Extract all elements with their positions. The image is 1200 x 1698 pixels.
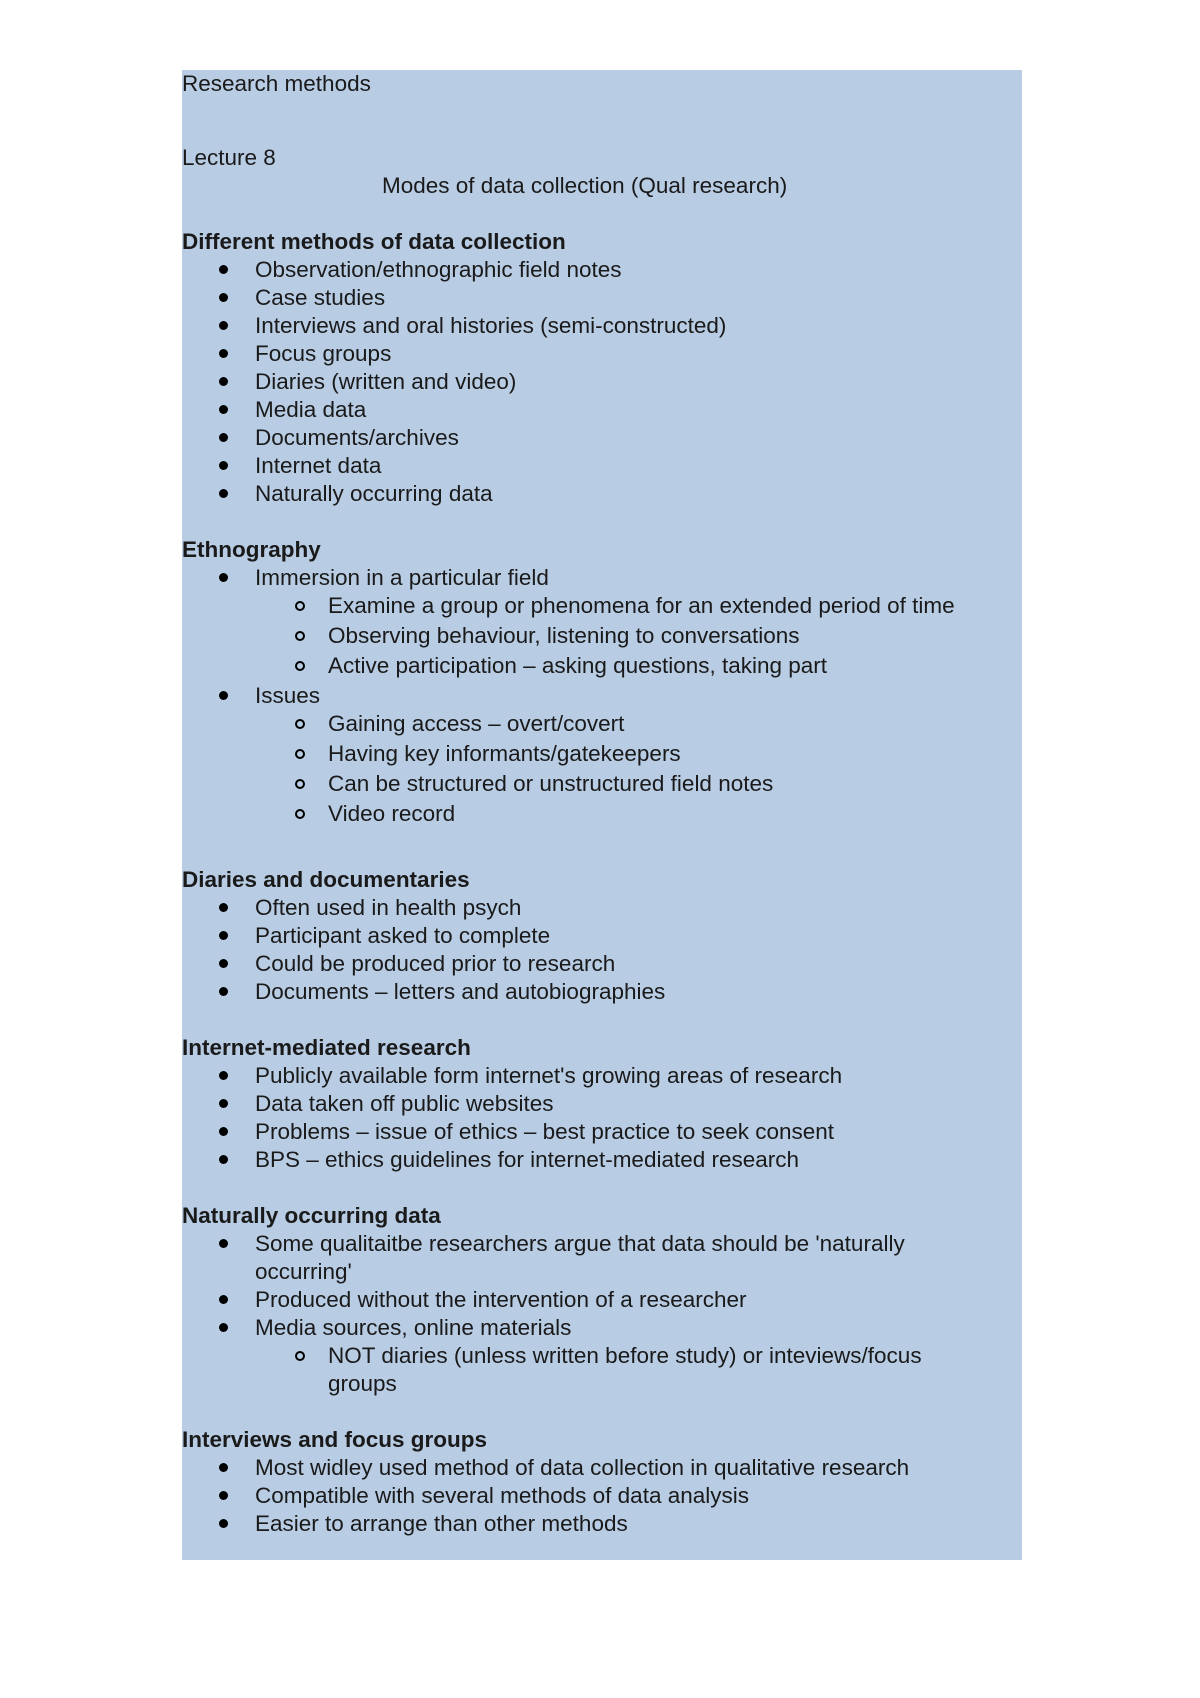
- list-item: Observation/ethnographic field notes: [182, 256, 1022, 284]
- methods-list: [182, 256, 1022, 508]
- list-item: Produced without the intervention of a researcher: [182, 1286, 1022, 1314]
- sub-list-item: Having key informants/gatekeepers: [182, 740, 1022, 770]
- lecture-subtitle: Modes of data collection (Qual research): [382, 173, 788, 198]
- list-item: Data taken off public websites: [182, 1090, 1022, 1118]
- diaries-list: [182, 894, 1022, 1006]
- sub-list-item: Examine a group or phenomena for an extended period of time: [182, 592, 1022, 622]
- natural-list: [182, 1230, 1022, 1398]
- sub-list: [255, 1342, 1022, 1398]
- list-item: Immersion in a particular field Examine a group or phenomena for an extended period of time Observing behaviour, listening to conversations Active participation – asking questions, taking part: [182, 564, 1022, 682]
- list-item: Issues Gaining access – overt/covert Having key informants/gatekeepers Can be structured or unstructured field notes Video record: [182, 682, 1022, 830]
- list-item: Naturally occurring data: [182, 480, 1022, 508]
- list-item: Media sources, online materials NOT diaries (unless written before study) or inteviews/focus groups: [182, 1314, 1022, 1398]
- list-item: Diaries (written and video): [182, 368, 1022, 396]
- list-item: Most widley used method of data collection in qualitative research: [182, 1454, 1022, 1482]
- sub-list-item: Active participation – asking questions, taking part: [182, 652, 1022, 682]
- sub-list: [255, 710, 1022, 830]
- list-item: Media data: [182, 396, 1022, 424]
- sub-list-item: Can be structured or unstructured field notes: [182, 770, 1022, 800]
- list-item: Some qualitaitbe researchers argue that data should be 'naturally occurring': [182, 1230, 1022, 1286]
- list-item: Compatible with several methods of data analysis: [182, 1482, 1022, 1510]
- list-item: Focus groups: [182, 340, 1022, 368]
- sub-list: [255, 592, 1022, 682]
- list-item: BPS – ethics guidelines for internet-mediated research: [182, 1146, 1022, 1174]
- sub-list-item: Gaining access – overt/covert: [182, 710, 1022, 740]
- internet-list: [182, 1062, 1022, 1174]
- list-item: Could be produced prior to research: [182, 950, 1022, 978]
- list-item: Often used in health psych: [182, 894, 1022, 922]
- list-item: Publicly available form internet's growing areas of research: [182, 1062, 1022, 1090]
- section-heading-internet: Internet-mediated research: [182, 1035, 471, 1060]
- sub-list-item: Observing behaviour, listening to conversations: [182, 622, 1022, 652]
- list-item: Case studies: [182, 284, 1022, 312]
- list-item: Problems – issue of ethics – best practice to seek consent: [182, 1118, 1022, 1146]
- list-item: Participant asked to complete: [182, 922, 1022, 950]
- section-heading-methods: Different methods of data collection: [182, 229, 566, 254]
- list-item: Documents – letters and autobiographies: [182, 978, 1022, 1006]
- section-heading-natural: Naturally occurring data: [182, 1203, 441, 1228]
- section-heading-ethnography: Ethnography: [182, 537, 321, 562]
- course-title: Research methods: [182, 71, 371, 96]
- notes-panel: [182, 70, 1022, 1560]
- interviews-list: [182, 1454, 1022, 1538]
- list-item: Internet data: [182, 452, 1022, 480]
- sub-list-item: NOT diaries (unless written before study) or inteviews/focus groups: [182, 1342, 1022, 1398]
- list-item: Easier to arrange than other methods: [182, 1510, 1022, 1538]
- list-item: Interviews and oral histories (semi-constructed): [182, 312, 1022, 340]
- section-heading-diaries: Diaries and documentaries: [182, 867, 470, 892]
- lecture-number: Lecture 8: [182, 145, 276, 170]
- list-item: Documents/archives: [182, 424, 1022, 452]
- section-heading-interviews: Interviews and focus groups: [182, 1427, 488, 1452]
- sub-list-item: Video record: [182, 800, 1022, 830]
- ethnography-list: [182, 564, 1022, 830]
